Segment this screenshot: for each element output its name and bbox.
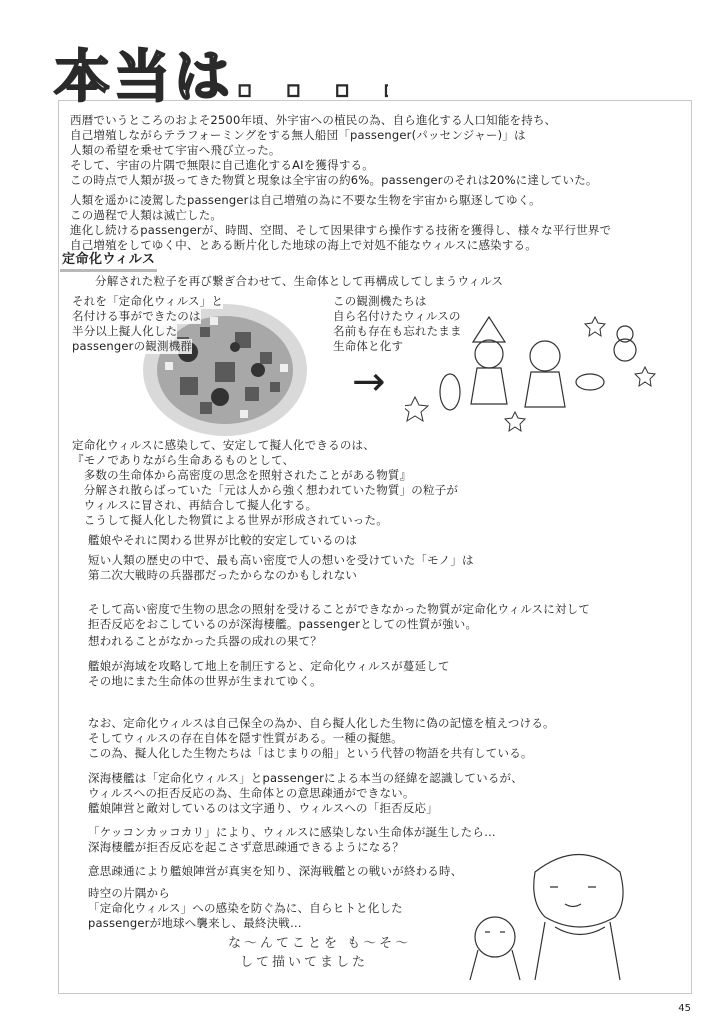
body-line: この為、擬人化した生物たちは「はじまりの船」という代替の物語を共有している。 [88, 746, 533, 760]
body-line: 第二次大戦時の兵器郡だったからなのかもしれない [88, 568, 358, 582]
intro-line: 進化し続けるpassengerが、時間、空間、そして因果律すら操作する技術を獲得し、様々な平行世界で [70, 223, 612, 237]
body-line: ウィルスへの拒否反応の為、生命体との意思疎通ができない。 [88, 786, 415, 800]
body-line: 「ケッコンカッコカリ」により、ウィルスに感染しない生命体が誕生したら… [88, 825, 496, 839]
body-line: そして高い密度で生物の思念の照射を受けることができなかった物質が定命化ウィルスに対して [88, 602, 591, 616]
body-line: 時空の片隅から [88, 886, 170, 900]
body-line: こうして擬人化した物質による世界が形成されていった。 [72, 513, 388, 527]
body-line: 分解され散らばっていた「元は人から強く想われていた物質」の粒子が [72, 483, 459, 497]
handwritten-note-line2: して描いてました [240, 955, 369, 970]
arrow-right-icon: → [352, 359, 386, 405]
body-line: 多数の生命体から高密度の思念を照射されたことがある物質』 [72, 468, 412, 482]
intro-line: この過程で人類は滅亡した。 [70, 208, 223, 222]
title-graphic [48, 30, 388, 115]
body-line: 艦娘陣営と敵対しているのは文字通り、ウィルスへの「拒否反応」 [88, 801, 438, 815]
author-sketch-illustration [440, 832, 650, 982]
body-line: passengerが地球へ襲来し、最終決戦… [88, 916, 302, 930]
body-line: 深海棲艦が拒否反応を起こさず意思疎通できるようになる？ [88, 840, 404, 854]
intro-line: この時点で人類が扱ってきた物質と現象は全宇宙の約6%。passengerのそれは20%に達していた。 [70, 173, 598, 187]
caption-line: 半分以上擬人化した [72, 324, 178, 338]
caption-line: 自ら名付けたウィルスの [333, 309, 461, 323]
intro-line: そして、宇宙の片隅で無限に自己進化するAIを獲得する。 [70, 158, 374, 172]
page-number: 45 [678, 1003, 691, 1014]
section-subheading: 分解された粒子を再び繋ぎ合わせて、生命体として再構成してしまうウィルス [95, 274, 504, 288]
intro-line: 自己増殖しながらテラフォーミングをする無人船団「passenger(パッセンジャー)」は [70, 128, 526, 142]
chibi-characters-illustration [405, 312, 665, 432]
body-line: 「定命化ウィルス」への感染を防ぐ為に、自らヒトと化した [88, 901, 403, 915]
body-line: ウィルスに冒され、再結合して擬人化する。 [72, 498, 318, 512]
body-line: そしてウィルスの存在自体を隠す性質がある。一種の擬態。 [88, 731, 403, 745]
body-line: 意思疎通により艦娘陣営が真実を知り、深海戦艦との戦いが終わる時、 [88, 864, 463, 878]
intro-line: 人類を遥かに凌駕したpassengerは自己増殖の為に不要な生物を宇宙から駆逐してゆく。 [70, 193, 541, 207]
intro-line: 人類の希望を乗せて宇宙へ飛び立った。 [70, 143, 281, 157]
caption-line: passengerの観測機群 [72, 339, 193, 353]
body-line: 定命化ウィルスに感染して、安定して擬人化できるのは、 [72, 438, 375, 452]
body-line: その地にまた生命体の世界が生まれてゆく。 [88, 674, 322, 688]
title-text: 本当は. . . . [54, 45, 388, 110]
body-line: 短い人類の歴史の中で、最も高い密度で人の想いを受けていた「モノ」は [88, 553, 474, 567]
page-title [48, 30, 388, 115]
body-line: 艦娘が海域を攻略して地上を制圧すると、定命化ウィルスが蔓延して [88, 659, 450, 673]
body-line: 想われることがなかった兵器の成れの果て？ [88, 634, 322, 648]
body-line: 拒否反応をおこしているのが深海棲艦。passengerとしての性質が強い。 [88, 617, 478, 631]
intro-line: 西暦でいうところのおよそ2500年頃、外宇宙への植民の為、自ら進化する人口知能を持ち、 [70, 113, 557, 127]
body-line: 深海棲艦は「定命化ウィルス」とpassengerによる本当の経緯を認識しているが、 [88, 771, 523, 785]
intro-line: 自己増殖をしてゆく中、とある断片化した地球の海上で対処不能なウィルスに感染する。 [70, 238, 537, 252]
body-line: 『モノでありながら生命あるものとして、 [72, 453, 295, 467]
body-line: なお、定命化ウィルスは自己保全の為か、自ら擬人化した生物に偽の記憶を植えつける。 [88, 716, 555, 730]
caption-line: この観測機たちは [333, 294, 427, 308]
caption-line: それを「定命化ウィルス」と [72, 294, 224, 308]
caption-line: 生命体と化す [333, 339, 404, 353]
caption-line: 名前も存在も忘れたまま [333, 324, 462, 338]
body-line: 艦娘やそれに関わる世界が比較的安定しているのは [88, 533, 358, 547]
handwritten-note-line1: な〜んてことを も〜そ〜 [228, 936, 412, 951]
section-heading: 定命化ウィルス [60, 252, 157, 272]
caption-line: 名付ける事ができたのは [72, 309, 201, 323]
